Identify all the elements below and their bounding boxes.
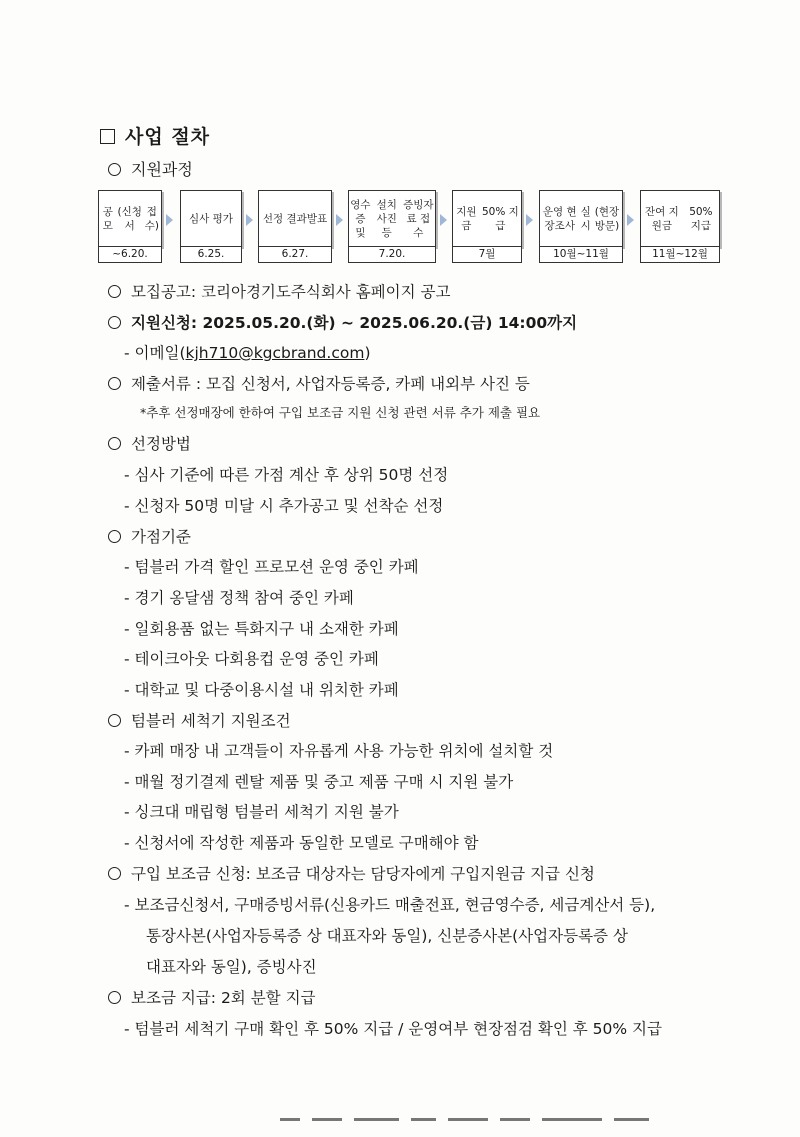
dash-item: [124, 555, 419, 577]
line-text: 제출서류 : 모집 신청서, 사업자등록증, 카페 내외부 사진 등: [131, 375, 530, 393]
dash-marker: -: [124, 650, 135, 668]
flow-step: [539, 190, 623, 263]
dash-marker: -: [124, 344, 135, 362]
line-text: 텀블러 세척기 지원조건: [131, 712, 291, 730]
flow-step: [180, 190, 242, 263]
circle-bullet-icon: [108, 867, 121, 880]
dash-marker: -: [124, 558, 135, 576]
line-text: 선정방법: [131, 435, 191, 453]
circle-bullet-icon: [108, 991, 121, 1004]
dash-marker: -: [124, 681, 135, 699]
dash-marker: -: [124, 620, 135, 638]
checkbox-square-icon: [100, 129, 115, 144]
circle-bullet-icon: [108, 163, 121, 176]
dash-marker: -: [124, 803, 135, 821]
dash-item: [124, 647, 379, 669]
dash-marker: -: [124, 589, 135, 607]
line-text: 싱크대 매립형 텀블러 세척기 지원 불가: [134, 803, 399, 821]
line-text: 모집공고: 코리아경기도주식회사 홈페이지 공고: [131, 283, 451, 301]
circle-bullet-icon: [108, 437, 121, 450]
dash-marker: -: [124, 742, 135, 760]
circle-bullet-icon: [108, 714, 121, 727]
page-edge-marks: [280, 1118, 800, 1132]
dash-item: [124, 617, 399, 639]
flow-step-date: ~6.20.: [98, 247, 162, 263]
dash-item: [124, 739, 553, 761]
flow-arrow-icon: [627, 214, 634, 226]
flow-arrow-icon: [440, 214, 447, 226]
sub-title: 지원과정: [108, 157, 193, 180]
line-text: 매월 정기결제 렌탈 제품 및 중고 제품 구매 시 지원 불가: [134, 773, 514, 791]
email-link[interactable]: kjh710@kgcbrand.com: [185, 344, 365, 362]
dash-marker: -: [124, 896, 135, 914]
flow-step: [348, 190, 436, 263]
dash-marker: -: [124, 834, 135, 852]
line-text: 신청서에 작성한 제품과 동일한 모델로 구매해야 함: [134, 834, 479, 852]
line-text: 지원신청: 2025.05.20.(화) ~ 2025.06.20.(금) 14:00까지: [131, 314, 578, 332]
line-text: 이메일(: [134, 344, 186, 362]
flow-step-date: 6.25.: [180, 247, 242, 263]
dash-item-continuation: [146, 955, 317, 977]
bullet-item: [108, 432, 191, 454]
dash-marker: -: [124, 466, 135, 484]
flow-arrow-icon: [526, 214, 533, 226]
line-text-after: ): [364, 344, 371, 362]
line-text: 심사 기준에 따른 가점 계산 후 상위 50명 선정: [134, 466, 449, 484]
dash-item: [124, 341, 371, 363]
line-text: 경기 옹달샘 정책 참여 중인 카페: [134, 589, 354, 607]
circle-bullet-icon: [108, 530, 121, 543]
dash-item: [124, 893, 655, 915]
line-text: 통장사본(사업자등록증 상 대표자와 동일), 신분증사본(사업자등록증 상: [146, 927, 628, 945]
circle-bullet-icon: [108, 285, 121, 298]
line-text: 가점기준: [131, 528, 191, 546]
line-text: 보조금 지급: 2회 분할 지급: [131, 989, 316, 1007]
line-text: 대학교 및 다중이용시설 내 위치한 카페: [134, 681, 399, 699]
flow-step-date: 6.27.: [258, 247, 332, 263]
flow-arrow-icon: [336, 214, 343, 226]
flow-step: [258, 190, 332, 263]
flow-step: [640, 190, 720, 263]
dash-item: [124, 494, 443, 516]
bullet-item: [108, 862, 595, 884]
dash-marker: -: [124, 1020, 135, 1038]
line-text: 텀블러 세척기 구매 확인 후 50% 지급 / 운영여부 현장점검 확인 후 50% 지급: [134, 1020, 663, 1038]
line-text: 대표자와 동일), 증빙사진: [146, 958, 317, 976]
line-text: 구입 보조금 신청: 보조금 대상자는 담당자에게 구입지원금 지급 신청: [131, 865, 595, 883]
circle-bullet-icon: [108, 377, 121, 390]
line-text: *추후 선정매장에 한하여 구입 보조금 지원 신청 관련 서류 추가 제출 필요: [140, 405, 541, 420]
line-text: 테이크아웃 다회용컵 운영 중인 카페: [134, 650, 379, 668]
dash-item: [124, 831, 479, 853]
dash-marker: -: [124, 773, 135, 791]
bullet-item: [108, 372, 530, 394]
dash-item: [124, 586, 354, 608]
flow-arrow-icon: [246, 214, 253, 226]
dash-item-continuation: [146, 924, 628, 946]
flow-step-label: 공 모 (신청서 접수): [98, 190, 162, 247]
line-text: 일회용품 없는 특화지구 내 소재한 카페: [134, 620, 399, 638]
process-flow: [98, 190, 720, 266]
flow-step-date: 7월: [452, 247, 522, 263]
bullet-item: [108, 280, 450, 302]
circle-bullet-icon: [108, 316, 121, 329]
flow-step-date: 11월~12월: [640, 247, 720, 263]
flow-step-date: 10월~11월: [539, 247, 623, 263]
flow-step: [452, 190, 522, 263]
dash-marker: -: [124, 497, 135, 515]
dash-item: [124, 770, 513, 792]
line-text: 신청자 50명 미달 시 추가공고 및 선착순 선정: [134, 497, 444, 515]
flow-arrow-icon: [166, 214, 173, 226]
line-text: 보조금신청서, 구매증빙서류(신용카드 매출전표, 현금영수증, 세금계산서 등),: [134, 896, 656, 914]
dash-item: [124, 463, 448, 485]
line-text: 텀블러 가격 할인 프로모션 운영 중인 카페: [134, 558, 419, 576]
flow-step-label: 지원금 50% 지급: [452, 190, 522, 247]
dash-item: [124, 1017, 662, 1039]
flow-step-label: 선정 결과 발표: [258, 190, 332, 247]
dash-item: [124, 678, 399, 700]
bullet-item: [108, 709, 291, 731]
line-text: 카페 매장 내 고객들이 자유롭게 사용 가능한 위치에 설치할 것: [134, 742, 554, 760]
flow-step-label: 영수증 및 설치 사진 등 증빙자료 접수: [348, 190, 436, 247]
flow-step-date: 7.20.: [348, 247, 436, 263]
dash-item: [124, 800, 399, 822]
section-title: 사업 절차: [100, 122, 210, 149]
bullet-item: [108, 525, 191, 547]
flow-step-label: 심사 평가: [180, 190, 242, 247]
bullet-item: [108, 986, 316, 1008]
footnote: [140, 403, 540, 421]
flow-step-label: 잔여 지원금 50% 지급: [640, 190, 720, 247]
flow-step-label: 운영 현장조사 실시 (현장방문): [539, 190, 623, 247]
flow-step: [98, 190, 162, 263]
bullet-item: [108, 311, 577, 333]
